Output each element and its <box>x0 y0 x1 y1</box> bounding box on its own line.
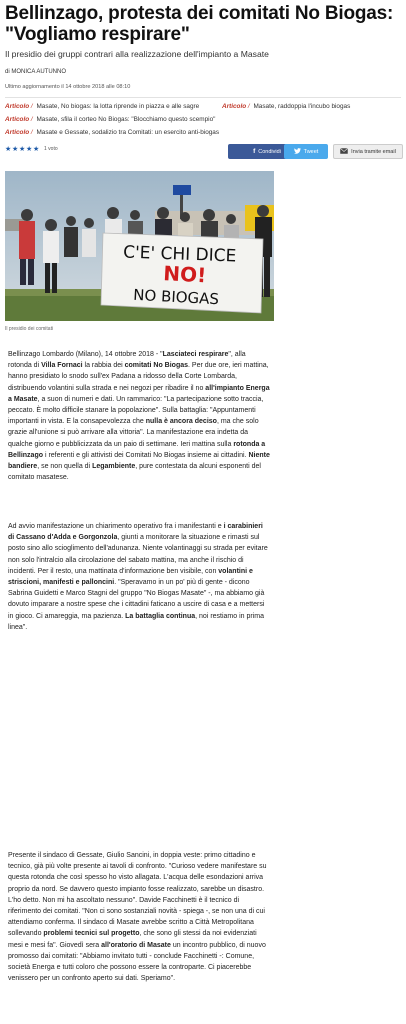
banner-text-line3: NO BIOGAS <box>132 285 220 309</box>
twitter-share-label: Tweet <box>303 148 319 155</box>
facebook-icon: f <box>253 148 256 155</box>
related-link[interactable]: Masate, sfila il corteo No Biogas: "Blocchiamo questo scempio" <box>36 116 216 123</box>
related-link[interactable]: Masate e Gessate, sodalizio tra Comitati: un esercito anti-biogas <box>36 129 220 136</box>
related-tag: Articolo <box>5 129 30 136</box>
related-article-2[interactable]: Articolo / Masate, raddoppia l'incubo biogas <box>222 103 351 110</box>
star-icon[interactable]: ★ <box>12 144 19 153</box>
article-paragraph-3: Presente il sindaco di Gessate, Giulio Sancini, in doppia veste: primo cittadino e tecnico, già più volte presente ai tavoli di confronto. "Curioso vedere manifestare su questa rotonda che così spesso ho visto allagata. L'acqua delle esondazioni arriva proprio da nord. Se davvero questo impianto fosse realizzato, sarebbe un disastro. L'ho detto. Non mi ha ascoltato nessuno". Davide Facchinetti è il tecnico di riferimento dei comitati. "Non ci sono sostanziali novità - spiega -, se non una di cui attendiamo conferma. Il sindaco di Masate avrebbe scritto a Città Metropolitana sollevando problemi tecnici sul progetto, che sono gli stessi da noi evidenziati mesi e mesi fa". Giovedì sera all'oratorio di Masate un incontro pubblico, di nuovo promosso dai comitati: "Abbiamo invitato tutti - conclude Facchinetti -: Comune, società Energa e tutti coloro che possono essere la controparte. Ci piacerebbe venissero per un confronto aperto sui dati. Speriamo". <box>8 852 267 983</box>
facebook-share-label: Condividi <box>258 148 281 155</box>
banner-text-line1: C'E' CHI DICE <box>122 242 237 267</box>
article-subtitle: Il presidio dei gruppi contrari alla realizzazione dell'impianto a Masate <box>5 49 269 59</box>
photo-caption: Il presidio dei comitati <box>5 326 54 332</box>
email-share-label: Invia tramite email <box>351 148 396 155</box>
twitter-share-button[interactable] <box>284 144 328 159</box>
related-tag: Articolo <box>5 116 30 123</box>
vote-count: 1 voto <box>44 146 58 152</box>
related-link[interactable]: Masate, No biogas: la lotta riprende in piazza e alle sagre <box>36 103 200 110</box>
envelope-icon <box>340 148 348 156</box>
email-share-button[interactable] <box>333 144 403 159</box>
author-byline[interactable]: di MONICA AUTUNNO <box>5 69 67 75</box>
star-icon[interactable]: ★ <box>33 144 40 153</box>
star-icon[interactable]: ★ <box>26 144 33 153</box>
banner-text-line2: NO! <box>162 261 207 288</box>
related-article-4[interactable]: Articolo / Masate e Gessate, sodalizio tra Comitati: un esercito anti-biogas <box>5 129 220 136</box>
star-icon[interactable]: ★ <box>5 144 12 153</box>
last-updated: Ultimo aggiornamento il 14 ottobre 2018 alle 08:10 <box>5 84 131 90</box>
related-article-3[interactable]: Articolo / Masate, sfila il corteo No Biogas: "Blocchiamo questo scempio" <box>5 116 216 123</box>
twitter-icon <box>294 148 301 156</box>
rating-stars[interactable] <box>5 145 58 153</box>
related-article-1[interactable]: Articolo / Masate, No biogas: la lotta riprende in piazza e alle sagre <box>5 103 200 110</box>
divider <box>5 97 401 98</box>
related-tag: Articolo <box>5 103 30 110</box>
article-paragraph-1: Bellinzago Lombardo (Milano), 14 ottobre 2018 - "Lasciateci respirare", alla rotonda di Villa Fornaci la rabbia dei comitati No Biogas. Per due ore, ieri mattina, hanno presidiato lo snodo sull'ex Padana a ridosso della Corte Lombarda, distribuendo volantini sulla strada e nei negozi per ribadire il no all'impianto Energa a Masate, a suon di numeri e dati. Un rammarico: "La partecipazione sotto traccia, peccato. È molto difficile stanare la popolazione". Sulla battaglia: "Appuntamenti importanti in vista. E la consapevolezza che nulla è ancora deciso, ma che solo grazie all'unione si può arrivare alla vittoria". La manifestazione era indetta da qualche giorno e pubblicizzata da un paio di settimane. Ieri mattina sulla rotonda a Bellinzago i referenti e gli attivisti dei Comitati No Biogas insieme ai cittadini. Niente bandiere, se non quella di Legambiente, pure contestata da alcuni esponenti del comitato masatese. <box>8 351 270 482</box>
article-photo[interactable] <box>5 171 274 321</box>
related-link[interactable]: Masate, raddoppia l'incubo biogas <box>253 103 351 110</box>
article-headline: Bellinzago, protesta dei comitati No Biogas: "Vogliamo respirare" <box>5 3 394 45</box>
article-paragraph-2: Ad avvio manifestazione un chiarimento operativo fra i manifestanti e i carabinieri di Cassano d'Adda e Gorgonzola, giunti a monitorare la situazione e rimasti sul posto sino allo scioglimento dell'adunanza. Niente volantinaggi su strada per evitare non solo l'intralcio alla circolazione del sabato mattina, ma anche il rischio di incidenti. Per il resto, una mattinata d'informazione ben visibile, con volantini e striscioni, manifesti e palloncini. "Speravamo in un po' più di gente - dicono Sabrina Guidetti e Marco Stagni del gruppo "No Biogas Masate" -, ma abbiamo già dovuto imparare a nostre spese che i cittadini faticano a uscire di casa e a mettersi in gioco. Ci amareggia, ma pazienza. La battaglia continua, noi restiamo in prima linea". <box>8 523 268 631</box>
star-icon[interactable]: ★ <box>19 144 26 153</box>
related-tag: Articolo <box>222 103 247 110</box>
